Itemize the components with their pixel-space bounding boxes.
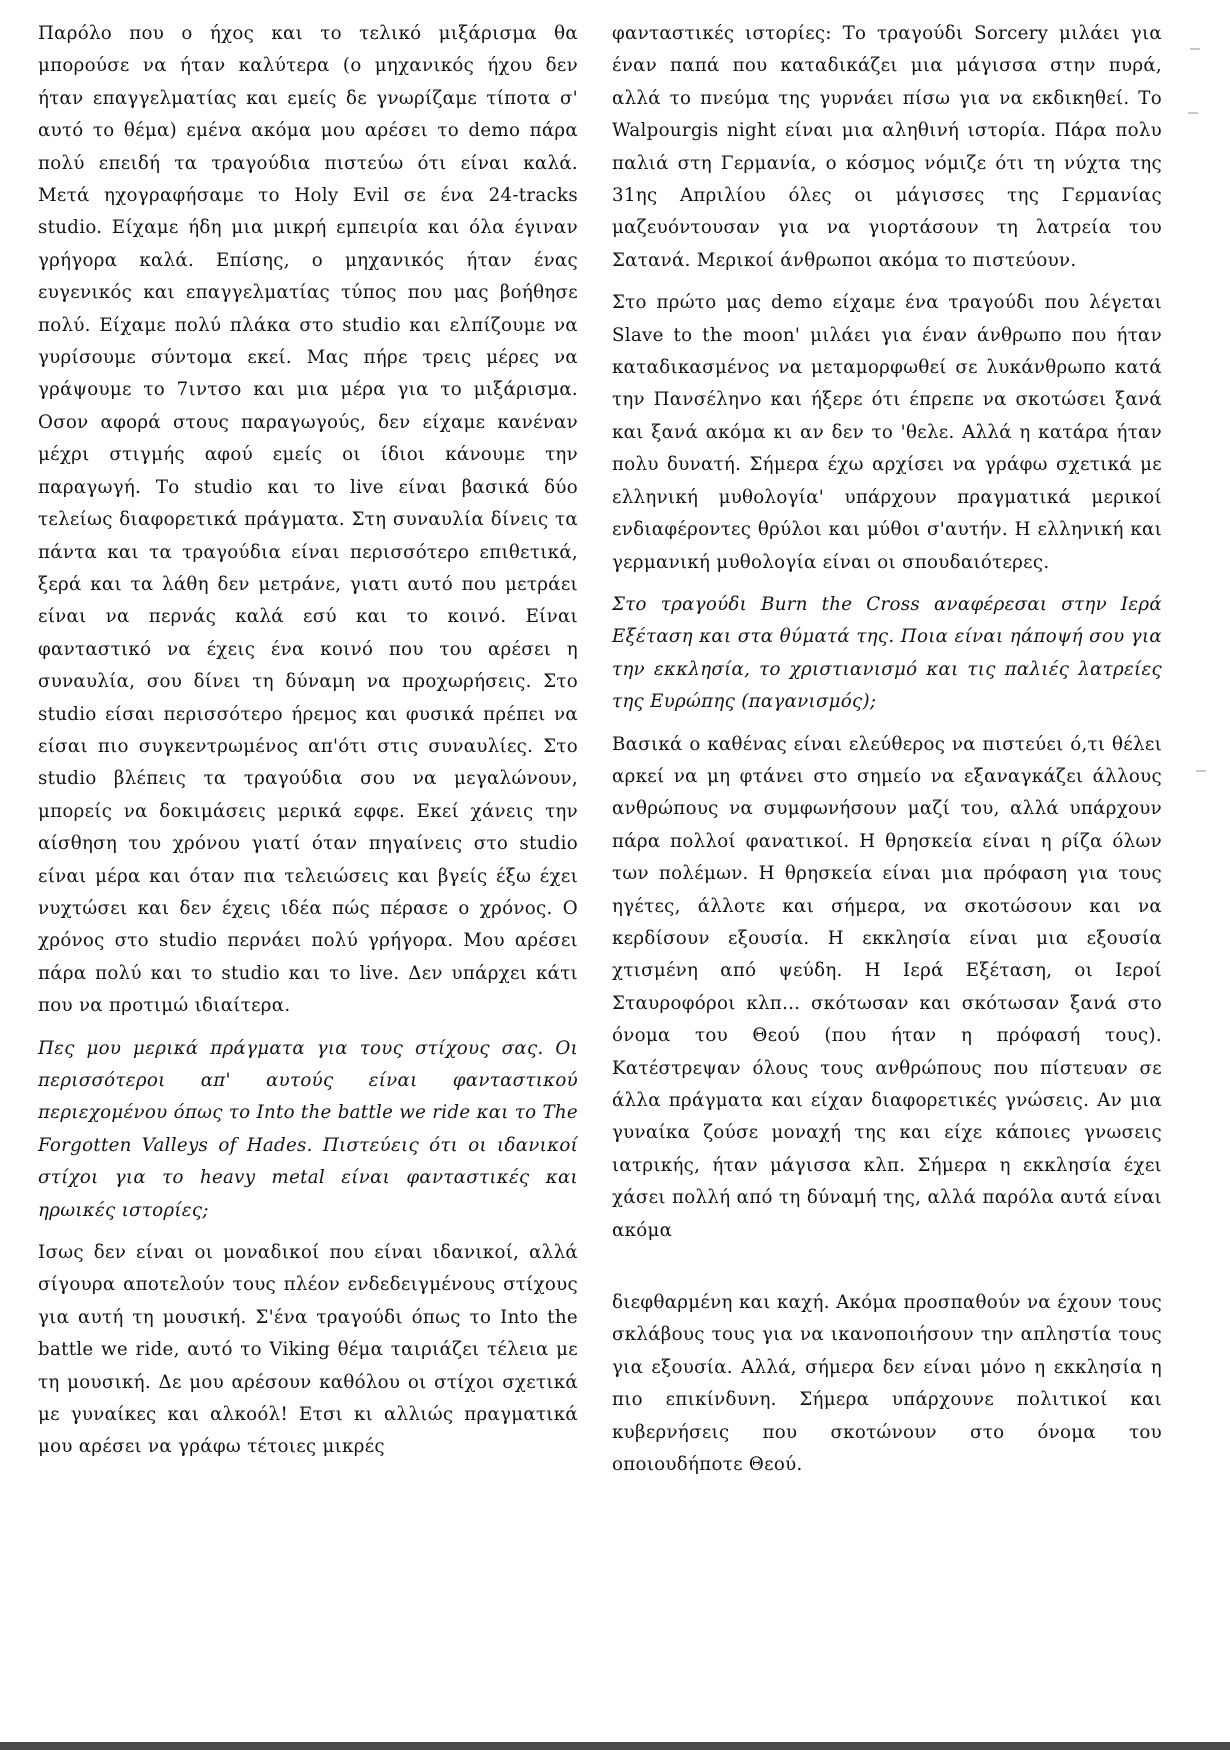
answer-paragraph: Ισως δεν είναι οι μοναδικοί που είναι ιδανικοί, αλλά σίγουρα αποτελούν τους πλέον ενδεδειγμένους στίχους για αυτή τη μουσική. Σ'ένα τραγούδι όπως το Into the battle we ride, αυτό το Viking θέμα ταιριάζει τέλεια με τη μουσική. Δε μου αρέσουν καθόλου οι στίχοι σχετικά με γυναίκες και αλκοόλ! Ετσι κι αλλιώς πραγματικά μου αρέσει να γράφω τέτοιες μικρές (38, 1242, 578, 1458)
scan-edge-mark (1190, 48, 1200, 50)
scan-edge-mark (1196, 770, 1206, 772)
answer-paragraph: φανταστικές ιστορίες: Το τραγούδι Sorcery μιλάει για έναν παπά που καταδικάζει μια μάγισσα στην πυρά, αλλά το πνεύμα της γυρνάει πίσω για να εκδικηθεί. Το Walpourgis night είναι μια αληθινή ιστορία. Πάρα πολυ παλιά στη Γερμανία, ο κόσμος νόμιζε ότι τη νύχτα της 31ης Απριλίου όλες οι μάγισσες της Γερμανίας μαζευόντουσαν για να γιορτάσουν τη λατρεία του Σατανά. Μερικοί άνθρωποι ακόμα το πιστεύουν. (612, 23, 1162, 271)
left-column (38, 18, 578, 1464)
right-column (612, 18, 1162, 1481)
answer-paragraph: Στο πρώτο μας demo είχαμε ένα τραγούδι που λέγεται Slave to the moon' μιλάει για έναν άνθρωπο που ήταν καταδικασμένος να μεταμορφωθεί σε λυκάνθρωπο κατά την Πανσέληνο και ήξερε ότι έπρεπε να σκοτώσει ξανά και ξανά ακόμα κι αν δεν το 'θελε. Αλλά η κατάρα ήταν πολυ δυνατή. Σήμερα έχω αρχίσει να γράφω σχετικά με ελληνική μυθολογία' υπάρχουν πραγματικά μερικοί ενδιαφέροντες θρύλοι και μύθοι σ'αυτήν. Η ελληνική και γερμανική μυθολογία είναι οι σπουδαιότερες. (612, 292, 1162, 573)
answer-paragraph-continued: διεφθαρμένη και καχή. Ακόμα προσπαθούν να έχουν τους σκλάβους τους για να ικανοποιήσουν την απληστία τους για εξουσία. Αλλά, σήμερα δεν είναι μόνο η εκκλησία η πιο επικίνδυνη. Σήμερα υπάρχουνε πολιτικοί και κυβερνήσεις που σκοτώνουν στο όνομα του οποιουδήποτε Θεού. (612, 1292, 1162, 1476)
scan-bottom-edge (0, 1742, 1230, 1750)
answer-paragraph: Βασικά ο καθένας είναι ελεύθερος να πιστεύει ό,τι θέλει αρκεί να μη φτάνει στο σημείο να εξαναγκάζει άλλους ανθρώπους να συμφωνήσουν μαζί του, αλλά υπάρχουν πάρα πολλοί φανατικοί. Η θρησκεία είναι η ρίζα όλων των πολέμων. Η θρησκεία είναι μια πρόφαση για τους ηγέτες, άλλοτε και σήμερα, να σκοτώσουν και να κερδίσουν εξουσία. Η εκκλησία είναι μια εξουσία χτισμένη από ψεύδη. Η Ιερά Εξέταση, οι Ιεροί Σταυροφόροι κλπ... σκότωσαν και σκότωσαν ξανά στο όνομα του Θεού (που ήταν η πρόφασή τους). Κατέστρεψαν όλους τους ανθρώπους που πίστευαν σε άλλα πράγματα και είχαν διαφορετικές γνώσεις. Αν μια γυναίκα ζούσε μοναχή της και είχε κάποιες γνωσεις ιατρικής, ήταν μάγισσα κλπ. Σήμερα η εκκλησία έχει χάσει πολλή από τη δύναμή της, αλλά παρόλα αυτά είναι ακόμα (612, 733, 1162, 1241)
scan-edge-mark (1188, 112, 1198, 114)
interview-question: Στο τραγούδι Burn the Cross αναφέρεσαι στην Ιερά Εξέταση και στα θύματά της. Ποια είναι ηάποψή σου για την εκκλησία, το χριστιανισμό και τις παλιές λατρείες της Ευρώπης (παγανισμός); (612, 593, 1162, 713)
answer-paragraph: Παρόλο που ο ήχος και το τελικό μιξάρισμα θα μπορούσε να ήταν καλύτερα (ο μηχανικός ήχου δεν ήταν επαγγελματίας και εμείς δε γνωρίζαμε τίποτα σ' αυτό το θέμα) εμένα ακόμα μου αρέσει το demo πάρα πολύ επειδή τα τραγούδια πιστεύω ότι είναι καλά. Μετά ηχογραφήσαμε το Holy Evil σε ένα 24-tracks studio. Είχαμε ήδη μια μικρή εμπειρία και όλα έγιναν γρήγορα καλά. Επίσης, ο μηχανικός ήταν ένας ευγενικός και επαγγελματίας τύπος που μας βοήθησε πολύ. Είχαμε πολύ πλάκα στο studio και ελπίζουμε να γυρίσουμε σύντομα εκεί. Μας πήρε τρεις μέρες να γράψουμε το 7ιντσο και μια μέρα για το μιξάρισμα. Οσον αφορά στους παραγωγούς, δεν είχαμε κανέναν μέχρι στιγμής αφού εμείς οι ίδιοι κάνουμε την παραγωγή. Το studio και το live είναι βασικά δύο τελείως διαφορετικά πράγματα. Στη συναυλία δίνεις τα πάντα και τα τραγούδια είναι περισσότερο επιθετικά, ξερά και τα λάθη δεν μετράνε, γιατι αυτό που μετράει είναι να περνάς καλά εσύ και το κοινό. Είναι φανταστικό να έχεις ένα κοινό που του αρέσει η συναυλία, σου δίνει τη δύναμη να προχωρήσεις. Στο studio είσαι περισσότερο ήρεμος και φυσικά πρέπει να είσαι πιο συγκεντρωμένος απ'ότι στις συναυλίες. Στο studio βλέπεις τα τραγούδια σου να μεγαλώνουν, μπορείς να δοκιμάσεις μερικά εφφε. Εκεί χάνεις την αίσθηση του χρόνου γιατί όταν πηγαίνεις στο studio είναι μέρα και όταν πια τελειώσεις και βγείς έξω έχει νυχτώσει και δεν έχεις ιδέα πώς πέρασε ο χρόνος. Ο χρόνος στο studio περνάει πολύ γρήγορα. Μου αρέσει πάρα πολύ και το studio και το live. Δεν υπάρχει κάτι που να προτιμώ ιδιαίτερα. (38, 23, 578, 1017)
interview-question: Πες μου μερικά πράγματα για τους στίχους σας. Οι περισσότεροι απ' αυτούς είναι φανταστικού περιεχομένου όπως το Into the battle we ride και το The Forgotten Valleys of Hades. Πιστεύεις ότι οι ιδανικοί στίχοι για το heavy metal είναι φανταστικές και ηρωικές ιστορίες; (38, 1037, 578, 1221)
